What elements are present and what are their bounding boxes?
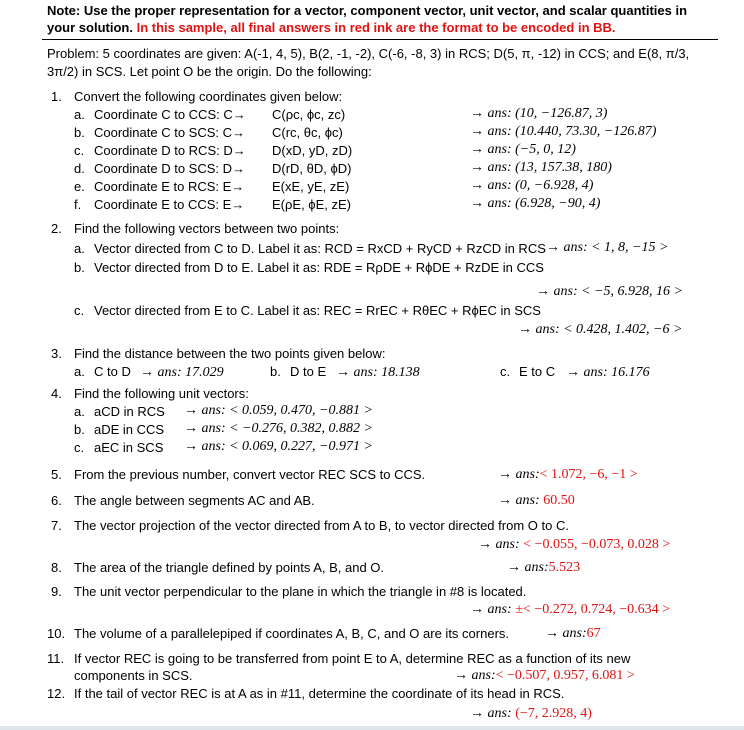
q4-number: 4. — [51, 386, 62, 401]
q7-text: The vector projection of the vector directed from A to B, to vector directed from O to C. — [74, 518, 569, 533]
q4b-answer: → ans: < −0.276, 0.382, 0.882 > — [184, 421, 373, 436]
q4a-answer: → ans: < 0.059, 0.470, −0.881 > — [184, 403, 373, 418]
q7-answer: → ans: < −0.055, −0.073, 0.028 > — [478, 537, 671, 552]
q1d-answer: → ans: (13, 157.38, 180) — [470, 160, 612, 175]
q4a-text: aCD in RCS — [94, 404, 165, 419]
note-line-2 — [47, 20, 616, 36]
q2b-answer: → ans: < −5, 6.928, 16 > — [536, 284, 683, 299]
q8-number: 8. — [51, 560, 62, 575]
q2b-text: Vector directed from D to E. Label it as: RDE = RρDE + RϕDE + RzDE in CCS — [94, 260, 544, 275]
q4-text: Find the following unit vectors: — [74, 386, 249, 401]
q12-number: 12. — [47, 686, 66, 701]
q9-number: 9. — [51, 584, 62, 599]
note-line-1: Note: Use the proper representation for a vector, component vector, unit vector, and scalar quantities in — [47, 3, 688, 18]
q5-answer: → ans:< 1.072, −6, −1 > — [498, 467, 638, 482]
q7-number: 7. — [51, 518, 62, 533]
q1f-answer: → ans: (6.928, −90, 4) — [470, 196, 601, 211]
q3c-text: E to C — [519, 364, 556, 379]
q11-text-1: If vector REC is going to be transferred from point E to A, determine REC as a function of its new — [74, 651, 631, 666]
q4c-label: c. — [74, 440, 85, 455]
q9-text: The unit vector perpendicular to the plane in which the triangle in #8 is located. — [74, 584, 527, 599]
q1-text: Convert the following coordinates given below: — [74, 89, 343, 104]
q4b-label: b. — [74, 422, 85, 437]
q11-answer: → ans:< −0.507, 0.957, 6.081 > — [454, 668, 635, 683]
problem-line-1: Problem: 5 coordinates are given: A(-1, 4, 5), B(2, -1, -2), C(-6, -8, 3) in RCS; D(5, π, -12) in CCS; and E(8, π/3, — [47, 46, 690, 61]
q4a-label: a. — [74, 404, 85, 419]
q1e-coord: E(xE, yE, zE) — [272, 179, 350, 194]
q11-number: 11. — [47, 651, 65, 666]
q1a-answer: → ans: (10, −126.87, 3) — [470, 106, 608, 121]
q1e-label: e. — [74, 179, 85, 194]
q1c-label: c. — [74, 143, 85, 158]
q8-answer: → ans:5.523 — [507, 560, 581, 575]
q4c-text: aEC in SCS — [94, 440, 164, 455]
q2b-label: b. — [74, 260, 85, 275]
q3c-label: c. — [500, 364, 511, 379]
q1c-answer: → ans: (−5, 0, 12) — [470, 142, 576, 157]
q2c-answer: → ans: < 0.428, 1.402, −6 > — [518, 322, 683, 337]
q1b-coord: C(rc, θc, ϕc) — [272, 125, 343, 140]
q9-answer: → ans: ±< −0.272, 0.724, −0.634 > — [470, 602, 671, 617]
q1e-text: Coordinate E to RCS: E→ — [94, 179, 245, 194]
q1b-text: Coordinate C to SCS: C→ — [94, 125, 246, 140]
q1d-text: Coordinate D to SCS: D→ — [94, 161, 246, 176]
q2-text: Find the following vectors between two points: — [74, 221, 340, 236]
divider — [42, 39, 718, 40]
q3a-answer: → ans: 17.029 — [140, 365, 224, 380]
q6-answer: → ans: 60.50 — [498, 493, 575, 508]
problem-line-2: 3π/2) in SCS. Let point O be the origin. Do the following: — [47, 64, 372, 79]
q1b-label: b. — [74, 125, 85, 140]
q6-text: The angle between segments AC and AB. — [74, 493, 315, 508]
q10-answer: → ans:67 — [545, 626, 601, 641]
q1a-text: Coordinate C to CCS: C→ — [94, 107, 246, 122]
q1-number: 1. — [51, 89, 62, 104]
q8-text: The area of the triangle defined by points A, B, and O. — [74, 560, 385, 575]
q2-number: 2. — [51, 221, 62, 236]
q1c-coord: D(xD, yD, zD) — [272, 143, 353, 158]
q2a-answer: → ans: < 1, 8, −15 > — [546, 240, 669, 255]
q3c-answer: → ans: 16.176 — [566, 365, 650, 380]
q6-number: 6. — [51, 493, 62, 508]
q5-text: From the previous number, convert vector REC SCS to CCS. — [74, 467, 426, 482]
q1c-text: Coordinate D to RCS: D→ — [94, 143, 246, 158]
q1b-answer: → ans: (10.440, 73.30, −126.87) — [470, 124, 657, 139]
q3b-label: b. — [270, 364, 281, 379]
q4c-answer: → ans: < 0.069, 0.227, −0.971 > — [184, 439, 373, 454]
q1f-text: Coordinate E to CCS: E→ — [94, 197, 245, 212]
page-bottom-bar — [0, 726, 744, 730]
q3a-text: C to D — [94, 364, 131, 379]
q10-text: The volume of a parallelepiped if coordinates A, B, C, and O are its corners. — [74, 626, 510, 641]
q3-number: 3. — [51, 346, 62, 361]
q10-number: 10. — [47, 626, 66, 641]
q1e-answer: → ans: (0, −6.928, 4) — [470, 178, 594, 193]
q1a-coord: C(ρc, ϕc, zc) — [272, 107, 346, 122]
q3a-label: a. — [74, 364, 85, 379]
q4b-text: aDE in CCS — [94, 422, 165, 437]
note-bold: your solution. — [47, 20, 133, 35]
q1f-label: f. — [74, 197, 82, 212]
note-red: In this sample, all final answers in red ink are the format to be encoded in BB. — [136, 20, 616, 35]
q1d-label: d. — [74, 161, 85, 176]
q3-text: Find the distance between the two points given below: — [74, 346, 386, 361]
q3b-text: D to E — [290, 364, 327, 379]
q11-text-2: components in SCS. — [74, 668, 193, 683]
q2a-text: Vector directed from C to D. Label it as: RCD = RxCD + RyCD + RzCD in RCS — [94, 241, 546, 256]
q2a-label: a. — [74, 241, 85, 256]
q3b-answer: → ans: 18.138 — [336, 365, 420, 380]
q12-text: If the tail of vector REC is at A as in #11, determine the coordinate of its head in RCS. — [74, 686, 565, 701]
q5-number: 5. — [51, 467, 62, 482]
q1a-label: a. — [74, 107, 85, 122]
q2c-text: Vector directed from E to C. Label it as: REC = RrEC + RθEC + RϕEC in SCS — [94, 303, 541, 318]
q12-answer: → ans: (−7, 2.928, 4) — [470, 706, 592, 721]
q2c-label: c. — [74, 303, 85, 318]
q1d-coord: D(rD, θD, ϕD) — [272, 161, 352, 176]
q1f-coord: E(ρE, ϕE, zE) — [272, 197, 351, 212]
